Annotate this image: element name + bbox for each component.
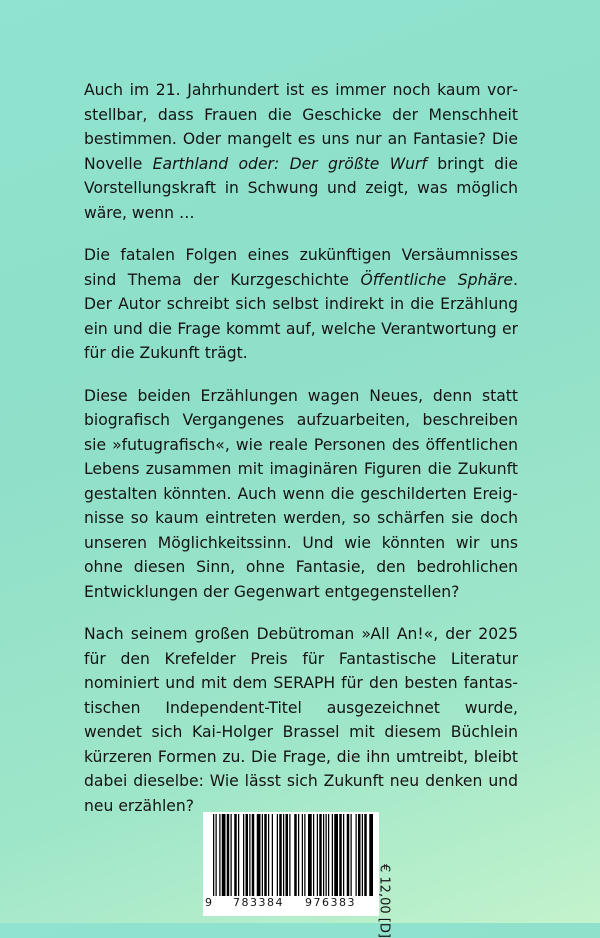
barcode-bar bbox=[362, 814, 363, 896]
short-story-title: Öffentliche Sphäre bbox=[360, 270, 514, 289]
barcode-bar bbox=[283, 814, 284, 896]
paragraph-4: Nach seinem großen Debütroman »All An!«, der 2025 für den Krefelder Preis für Fantastische Literatur nominiert und mit dem SERAPH für den besten fantastischen Independent-Titel ausgezeichnet wurde, wendet sich Kai-Holger Brassel mit diesem Büchlein kürzeren Formen zu. Die Frage, die ihn umtreibt, bleibt dabei dieselbe: Wie lässt sich Zukunft neu denken und neu erzählen? bbox=[84, 625, 518, 815]
novella-title: Earthland oder: Der größte Wurf bbox=[152, 154, 427, 173]
barcode-digits-right: 976383 bbox=[305, 896, 356, 909]
barcode-digits-left: 783384 bbox=[233, 896, 284, 909]
barcode-bar bbox=[328, 814, 329, 896]
barcode-bar bbox=[238, 814, 239, 896]
paragraph-3: Diese beiden Erzählungen wagen Neues, denn statt biografisch Vergangenes aufzuarbeiten, beschreiben sie »futugrafisch«, wie reale Personen des öffentlichen Lebens zusammen mit imaginären Figuren die Zukunft gestalten könnten. Auch wenn die geschilderten Ereignisse so kaum eintreten werden, so schärfen sie doch unseren Möglichkeitssinn. Und wie könnten wir uns ohne diesen Sinn, ohne Fantasie, den bedrohlichen Entwicklungen der Gegenwart entgegenstellen? bbox=[84, 386, 518, 601]
barcode-bar bbox=[289, 814, 290, 896]
barcode-bar bbox=[317, 814, 318, 896]
barcode-bar bbox=[252, 814, 255, 896]
barcode-bar bbox=[286, 814, 289, 896]
paragraph-1 bbox=[84, 78, 518, 225]
barcode-bar bbox=[222, 814, 226, 896]
barcode-bar bbox=[302, 814, 303, 896]
barcode-bars bbox=[213, 814, 373, 896]
paragraph-2-text-a: Die fatalen Folgen eines zukünftigen Versäumnisses sind Thema der Kurzgeschichte bbox=[84, 246, 518, 289]
barcode-bar bbox=[298, 814, 299, 896]
barcode-bar bbox=[323, 814, 324, 896]
paragraph-2-text-b: . Der Autor schreibt sich selbst indirekt in die Erzählung ein und die Frage kommt auf, welche Verantwortung er für die Zukunft trägt. bbox=[84, 270, 518, 362]
barcode-bar bbox=[234, 814, 237, 896]
barcode-bar bbox=[343, 814, 344, 896]
isbn-barcode bbox=[203, 812, 379, 916]
barcode-bar bbox=[294, 814, 297, 896]
barcode-bar bbox=[213, 814, 214, 896]
barcode-bar bbox=[339, 814, 342, 896]
barcode-bar bbox=[262, 814, 263, 896]
barcode-lead-digit: 9 bbox=[205, 896, 212, 909]
barcode-bar bbox=[268, 814, 269, 896]
barcode-bar bbox=[319, 814, 322, 896]
barcode-bar bbox=[369, 814, 373, 896]
barcode-bar bbox=[364, 814, 367, 896]
barcode-bar bbox=[356, 814, 357, 896]
barcode-bar bbox=[279, 814, 282, 896]
barcode-bar bbox=[277, 814, 278, 896]
price-label: € 12,00 [D] bbox=[376, 864, 392, 938]
barcode-bar bbox=[358, 814, 361, 896]
barcode-bar bbox=[227, 814, 230, 896]
barcode-bar bbox=[249, 814, 250, 896]
barcode-bar bbox=[304, 814, 305, 896]
barcode-bar bbox=[347, 814, 350, 896]
back-cover-text bbox=[84, 78, 518, 836]
barcode-bar bbox=[257, 814, 261, 896]
barcode-bar bbox=[332, 814, 333, 896]
barcode-bar bbox=[313, 814, 314, 896]
paragraph-1-text-a: Auch im 21. Jahrhundert ist es immer noch kaum vorstellbar, dass Frauen die Geschicke der Menschheit bestimmen. Oder mangelt es uns nur an Fantasie? Die Novelle bbox=[84, 81, 518, 173]
barcode-bar bbox=[243, 814, 244, 896]
barcode-bar bbox=[351, 814, 352, 896]
barcode-bar bbox=[272, 814, 273, 896]
barcode-bar bbox=[264, 814, 267, 896]
barcode-bar bbox=[216, 814, 217, 896]
barcode-bar bbox=[219, 814, 220, 896]
barcode-bar bbox=[334, 814, 338, 896]
barcode-bar bbox=[308, 814, 312, 896]
barcode-bar bbox=[231, 814, 232, 896]
paragraph-1-text-b: bringt die Vorstellungskraft in Schwung und zeigt, was möglich wäre, wenn … bbox=[84, 154, 518, 222]
barcode-bar bbox=[326, 814, 327, 896]
paragraph-2 bbox=[84, 243, 518, 366]
barcode-bar bbox=[246, 814, 249, 896]
